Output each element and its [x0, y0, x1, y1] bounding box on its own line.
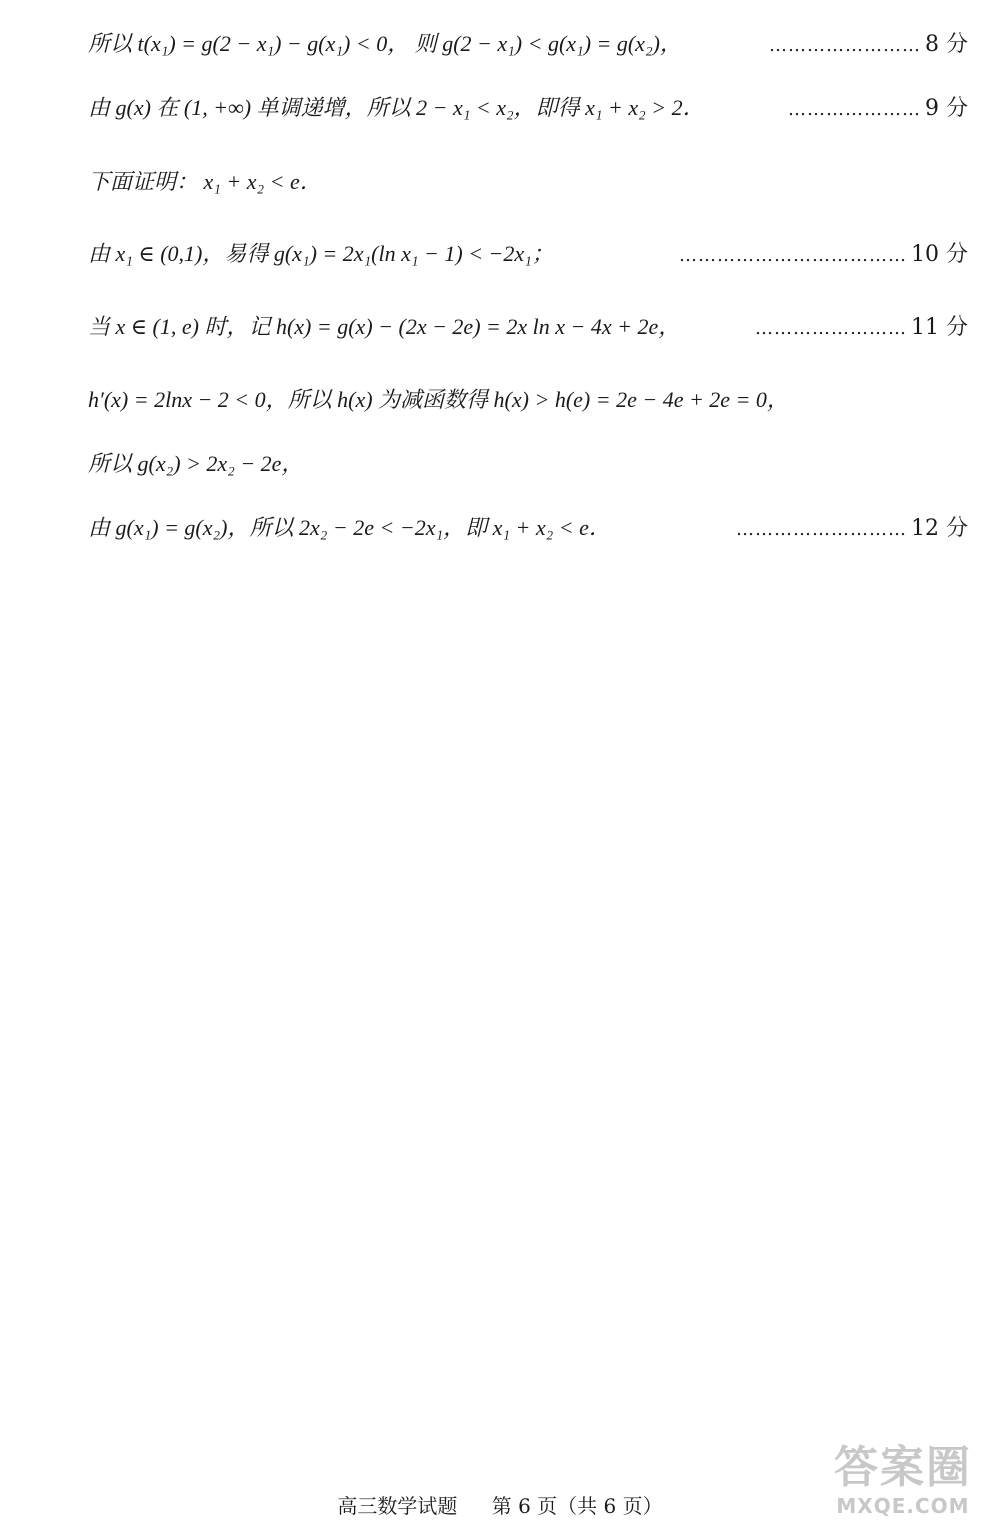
line-text: 当 x ∈ (1, e) 时，记 h(x) = g(x) − (2x − 2e) = 2x ln x − 4x + 2e， [88, 313, 681, 339]
score-marker [705, 91, 968, 122]
score-marker [682, 27, 968, 58]
line-text: 由 g(x) 在 (1, +∞) 单调递增，所以 2 − x₁ < x₂，即得 x₁ + x₂ > 2． [88, 94, 705, 120]
score-label: 9 分 [925, 95, 968, 121]
score-marker [554, 237, 968, 268]
score-label: 11 分 [911, 314, 968, 340]
solution-line-5 [88, 303, 968, 347]
solution-line-8 [88, 504, 968, 548]
score-marker [611, 511, 968, 542]
solution-line-3 [88, 158, 968, 202]
score-label: 12 分 [911, 515, 968, 541]
line-text: 由 g(x₁) = g(x₂)，所以 2x₂ − 2e < −2x₁，即 x₁ + x₂ < e． [88, 514, 611, 540]
score-marker [680, 310, 968, 341]
solution-line-6 [88, 376, 968, 420]
solution-line-2 [88, 84, 968, 128]
dot-leader: …………………… [769, 34, 921, 56]
watermark-logo [828, 1442, 978, 1532]
score-label: 10 分 [911, 241, 968, 267]
line-text: 所以 t(x₁) = g(2 − x₁) − g(x₁) < 0， 则 g(2 − x₁) < g(x₁) = g(x₂)， [88, 30, 682, 56]
line-text: 由 x₁ ∈ (0,1)，易得 g(x₁) = 2x₁(ln x₁ − 1) < −2x₁； [88, 240, 554, 266]
solution-line-4 [88, 230, 968, 274]
line-text: h′(x) = 2lnx − 2 < 0，所以 h(x) 为减函数得 h(x) > h(e) = 2e − 4e + 2e = 0， [88, 386, 789, 412]
footer-page-number: 第 6 页（共 6 页） [491, 1494, 663, 1518]
footer-subject: 高三数学试题 [337, 1494, 458, 1518]
watermark-chinese: 答案圈 [834, 1442, 972, 1493]
solution-line-7 [88, 440, 968, 484]
dot-leader: ……………………………… [679, 244, 907, 266]
line-text: 所以 g(x₂) > 2x₂ − 2e， [88, 450, 304, 476]
watermark-url: MXQE.COM [836, 1494, 970, 1518]
dot-leader: ………………… [788, 98, 921, 120]
dot-leader: ……………………… [736, 518, 907, 540]
dot-leader: …………………… [755, 317, 907, 339]
solution-line-1 [88, 20, 968, 64]
score-label: 8 分 [925, 31, 968, 57]
line-text: 下面证明： x₁ + x₂ < e． [88, 168, 322, 194]
